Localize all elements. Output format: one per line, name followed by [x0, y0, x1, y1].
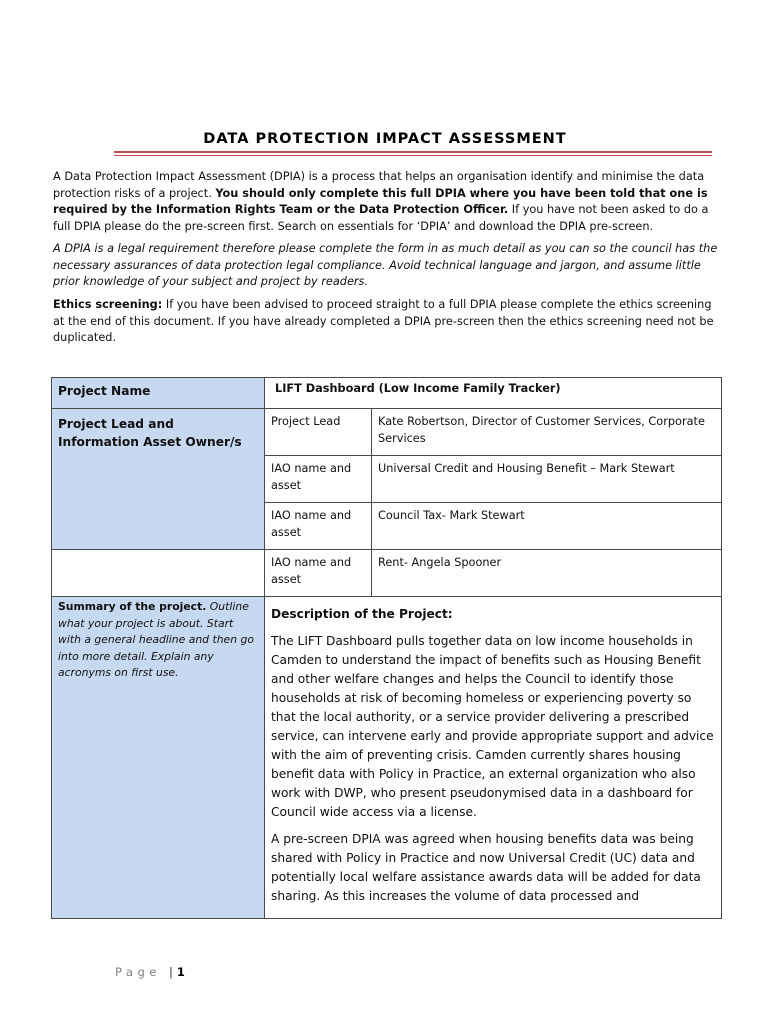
value-cell[interactable] [372, 503, 722, 550]
value-cell[interactable] [372, 409, 722, 456]
legal-requirement-paragraph: A DPIA is a legal requirement therefore please complete the form in as much detail as you can so the council has the necessary assurances of data protection legal compliance. Avoid technical language and jargon, and assume little prior knowledge of your subject and project by readers. [53, 242, 718, 288]
project-table [51, 377, 722, 919]
ethics-paragraph [53, 297, 718, 347]
role-value: Rent- Angela Spooner [378, 556, 502, 569]
project-name-value-cell[interactable] [265, 378, 722, 409]
page-word: Page [115, 965, 161, 979]
project-name-label-cell [52, 378, 265, 409]
intro-text-c: If you have not been asked to do a full DPIA please do the pre-screen first. Search on essentials for ‘DPIA’ and download the DPIA pre-screen. [53, 203, 709, 233]
summary-label [52, 597, 264, 684]
summary-label-bold: Summary of the project. [58, 600, 207, 613]
title-rule [114, 151, 712, 153]
value-cell[interactable] [372, 550, 722, 597]
role-value: Kate Robertson, Director of Customer Services, Corporate Services [378, 415, 705, 445]
page-separator: | [169, 965, 173, 979]
role-label: Project Lead [271, 415, 341, 428]
ethics-text: If you have been advised to proceed straight to a full DPIA please complete the ethics screening at the end of this document. If you have already completed a DPIA pre-screen then the ethics screening need not be duplicated. [53, 298, 714, 344]
page-footer [115, 965, 185, 979]
empty-label-cell [52, 550, 265, 597]
project-name-value: LIFT Dashboard (Low Income Family Tracker) [275, 382, 561, 395]
summary-label-guidance: Outline what your project is about. Start with a general headline and then go into more detail. Explain any acronyms on first use. [58, 600, 254, 679]
intro-paragraph [53, 169, 718, 235]
project-lead-label: Project Lead and Information Asset Owner/s [58, 417, 242, 449]
description-paragraph-1: The LIFT Dashboard pulls together data on low income households in Camden to understand the impact of benefits such as Housing Benefit and other welfare changes and helps the Council to identify those households at risk of becoming homeless or experiencing poverty so that the local authority, or a service provider delivering a prescribed service, can intervene early and provide appropriate support and advice with the aim of preventing crisis. Camden currently shares housing benefit data with Policy in Practice, an external organization who also work with DWP, who present pseudonymised data in a dashboard for Council wide access via a license. [271, 634, 714, 819]
summary-row [52, 597, 722, 919]
role-label: IAO name and asset [271, 509, 352, 539]
table-row [52, 550, 722, 597]
description-paragraph-2: A pre-screen DPIA was agreed when housing benefits data was being shared with Policy in Practice and now Universal Credit (UC) data and potentially local welfare assistance awards data will be added for data sharing. As this increases the volume of data processed and [271, 832, 701, 903]
intro-text-bold: You should only complete this full DPIA where you have been told that one is required by the Information Rights Team or the Data Protection Officer. [53, 186, 708, 216]
project-lead-label-cell [52, 409, 265, 550]
role-label: IAO name and asset [271, 462, 352, 492]
description-cell[interactable] [265, 597, 722, 919]
project-name-label: Project Name [58, 384, 151, 398]
role-value: Council Tax- Mark Stewart [378, 509, 525, 522]
role-cell [265, 456, 372, 503]
project-name-row [52, 378, 722, 409]
value-cell[interactable] [372, 456, 722, 503]
document-title: DATA PROTECTION IMPACT ASSESSMENT [203, 131, 567, 147]
summary-label-cell [52, 597, 265, 919]
description-content [265, 597, 721, 906]
intro-text-a: A Data Protection Impact Assessment (DPIA) is a process that helps an organisation identify and minimise the data protection risks of a project. [53, 170, 705, 200]
role-cell [265, 550, 372, 597]
role-value: Universal Credit and Housing Benefit – Mark Stewart [378, 462, 675, 475]
role-cell [265, 409, 372, 456]
table-row [52, 409, 722, 456]
title-rule-thin [114, 155, 712, 156]
ethics-label: Ethics screening: [53, 298, 163, 311]
page-number: 1 [176, 965, 185, 979]
role-label: IAO name and asset [271, 556, 352, 586]
role-cell [265, 503, 372, 550]
description-title: Description of the Project: [271, 607, 453, 621]
